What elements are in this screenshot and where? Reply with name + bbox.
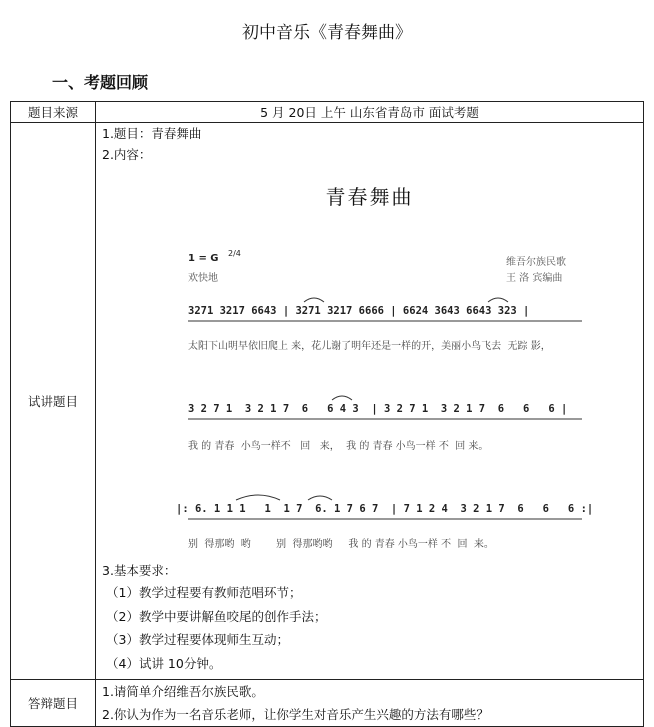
source-row [11,102,644,123]
trial-label: 试讲题目 [11,123,96,680]
slur-mark [236,495,280,500]
source-label: 题目来源 [11,102,96,123]
slur-mark [304,298,324,302]
requirements-heading: 3.基本要求： [102,563,177,578]
score-arranger: 王 洛 宾编曲 [506,273,563,284]
exam-table [10,101,644,727]
defense-row [11,680,644,727]
trial-content [96,123,644,680]
trial-title-line: 1.题目：青春舞曲 [102,126,202,141]
score-notes-system-3: |: 6. 1 1 1 1 1 7 6. 1 7 6 7 | 7 1 2 4 3 2 1 7 6 6 6 :| [176,503,594,515]
score-time-signature: 2/4 [228,249,241,258]
score-title: 青春舞曲 [325,185,414,209]
score-lyrics-system-1: 太阳下山明早依旧爬上 来，花儿谢了明年还是一样的开，美丽小鸟飞去 无踪 影， [188,341,551,352]
defense-question: 2.你认为作为一名音乐老师，让你学生对音乐产生兴趣的方法有哪些？ [102,707,489,722]
score-origin: 维吾尔族民歌 [506,257,566,268]
music-score [96,165,643,560]
section-heading: 一、考题回顾 [52,73,149,92]
document-title: 初中音乐《青春舞曲》 [242,23,412,43]
source-value: 5 月 20日 上午 山东省青岛市 面试考题 [96,102,644,123]
defense-label: 答辩题目 [11,680,96,727]
slur-mark [488,298,508,302]
score-lyrics-system-2: 我 的 青春 小鸟一样不 回 来， 我 的 青春 小鸟一样 不 回 来。 [188,441,489,452]
trial-row [11,123,644,680]
score-lyrics-system-3: 别 得那哟 哟 别 得那哟哟 我 的 青春 小鸟一样 不 回 来。 [188,539,494,550]
requirement-item: （3）教学过程要体现师生互动； [106,632,289,647]
score-decorations [96,165,644,560]
slur-mark [308,496,332,500]
requirement-item: （4）试讲 10分钟。 [106,655,222,671]
score-notes-system-1: 3271 3217 6643 | 3271 3217 6666 | 6624 3643 6643 323 | [188,305,530,317]
score-tempo: 欢快地 [188,273,218,284]
score-notes-system-2: 3 2 7 1 3 2 1 7 6 6 4 3 | 3 2 7 1 3 2 1 7 6 6 6 | [188,403,568,415]
slur-mark [332,396,352,400]
requirement-item: （2）教学中要讲解鱼咬尾的创作手法； [106,608,327,624]
score-key: 1 = G [188,253,219,264]
defense-question: 1.请简单介绍维吾尔族民歌。 [102,684,264,699]
trial-content-line: 2.内容： [102,147,152,162]
defense-content [96,680,644,727]
requirement-item: （1）教学过程要有教师范唱环节； [106,585,302,600]
